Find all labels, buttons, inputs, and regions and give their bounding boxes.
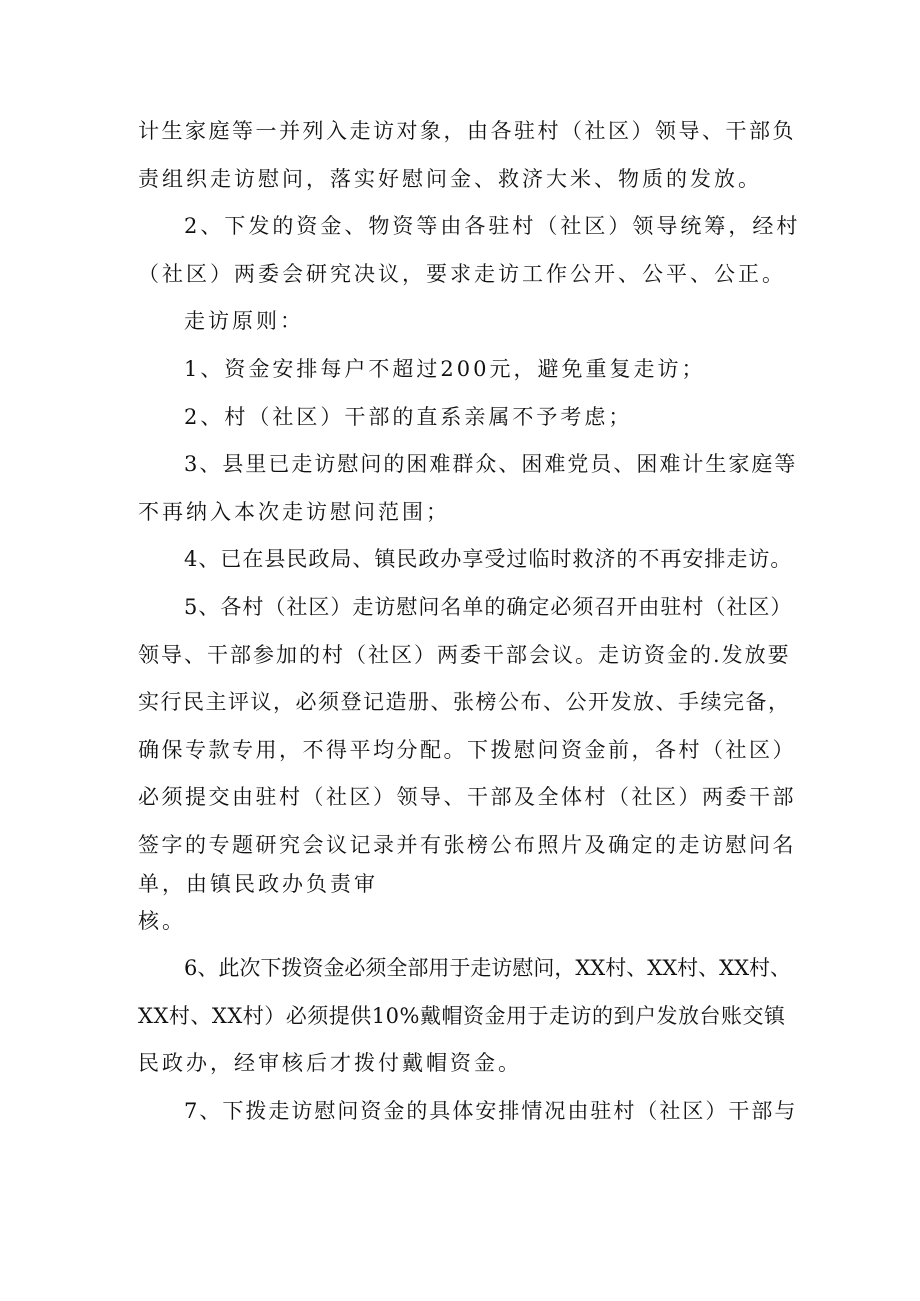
document-body bbox=[138, 108, 801, 1135]
text-line: 核。 bbox=[138, 908, 186, 933]
text-line: 4、已在县民政局、镇民政办享受过临时救济的不再安排走访。 bbox=[184, 547, 793, 572]
text-line: 6、此次下拨资金必须全部用于走访慰问，XX村、XX村、XX村、 bbox=[184, 956, 792, 981]
text-line: 5、各村（社区）走访慰问名单的确定必须召开由驻村（社区） bbox=[184, 594, 793, 619]
text-line: 不再纳入本次走访慰问范围； bbox=[138, 499, 450, 524]
text-line: 2、下发的资金、物资等由各驻村（社区）领导统筹，经村 bbox=[184, 214, 801, 239]
text-line: （社区）两委会研究决议，要求走访工作公开、公平、公正。 bbox=[138, 261, 786, 286]
text-line: 计生家庭等一并列入走访对象，由各驻村（社区）领导、干部负 bbox=[138, 119, 796, 143]
text-line: 2、村（社区）干部的直系亲属不予考虑； bbox=[184, 404, 633, 429]
text-line: 领导、干部参加的村（社区）两委干部会议。走访资金的.发放要 bbox=[138, 642, 791, 667]
text-line: 必须提交由驻村（社区）领导、干部及全体村（社区）两委干部 bbox=[138, 785, 796, 810]
text-line: 签字的专题研究会议记录并有张榜公布照片及确定的走访慰问名 bbox=[138, 832, 796, 857]
text-line: 3、县里已走访慰问的困难群众、困难党员、困难计生家庭等 bbox=[184, 452, 798, 477]
text-line: XX村、XX村）必须提供10%戴帽资金用于走访的到户发放台账交镇 bbox=[138, 1003, 786, 1028]
text-line: 单，由镇民政办负责审 bbox=[138, 871, 378, 896]
section-heading: 走访原则： bbox=[184, 309, 304, 334]
text-line: 7、下拨走访慰问资金的具体安排情况由驻村（社区）干部与 bbox=[184, 1098, 798, 1123]
text-line: 实行民主评议，必须登记造册、张榜公布、公开发放、手续完备， bbox=[138, 690, 791, 715]
text-line: 确保专款专用，不得平均分配。下拨慰问资金前，各村（社区） bbox=[138, 737, 796, 762]
text-line: 民政办，经审核后才拨付戴帽资金。 bbox=[138, 1051, 522, 1076]
text-line: 责组织走访慰问，落实好慰问金、救济大米、物质的发放。 bbox=[138, 166, 762, 191]
text-line: 1、资金安排每户不超过200元，避免重复走访； bbox=[184, 356, 706, 381]
